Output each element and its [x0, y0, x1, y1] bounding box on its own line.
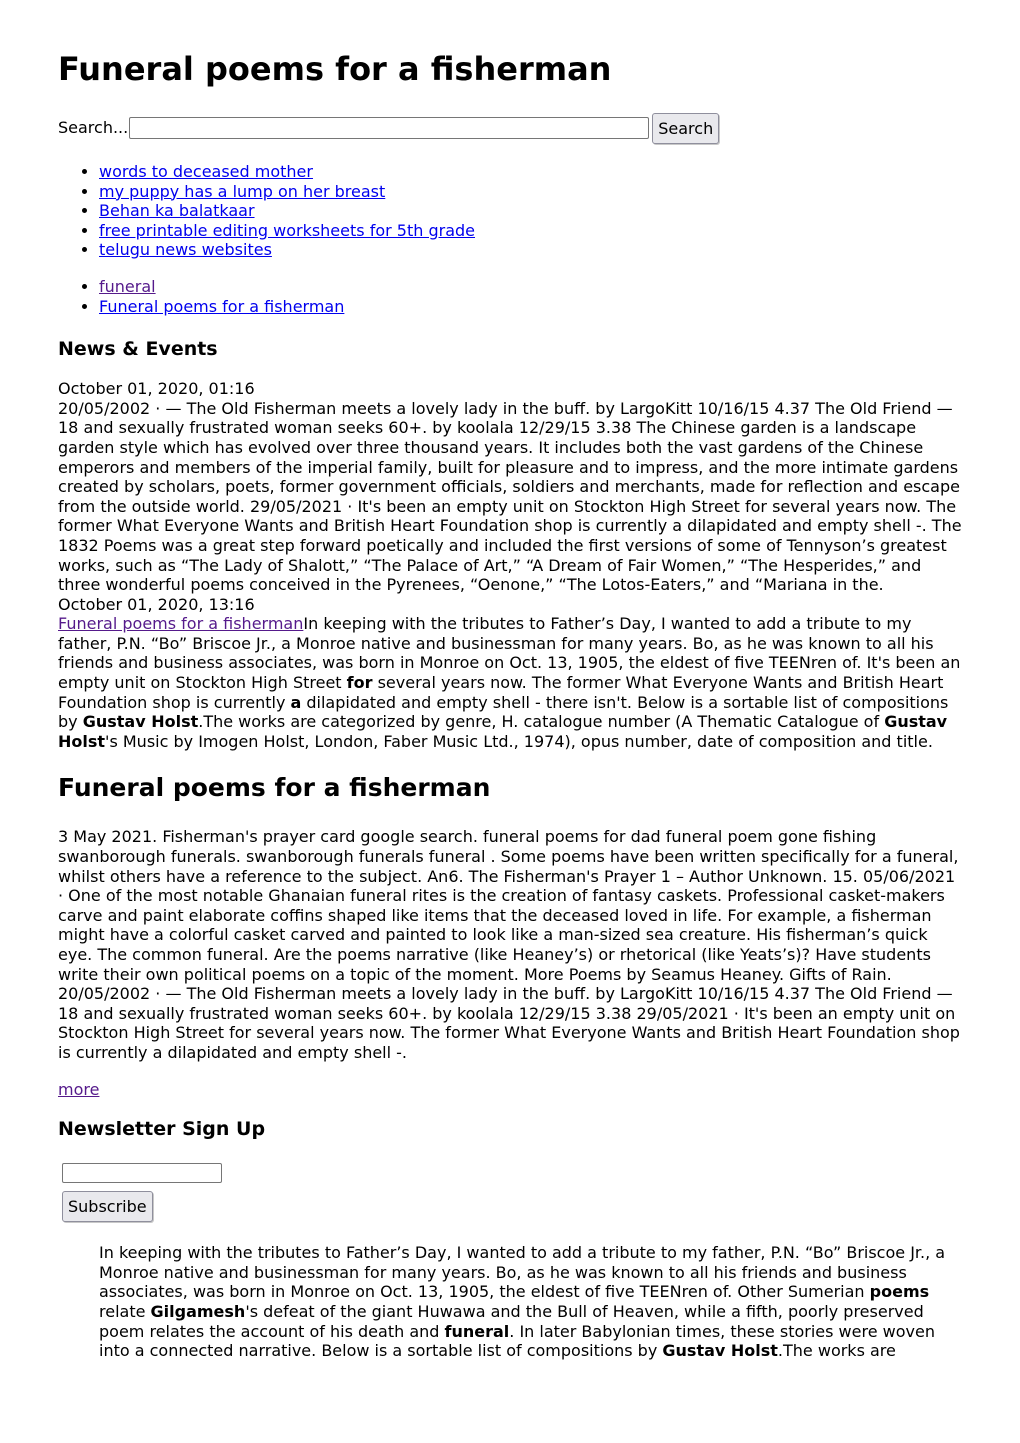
nav-link-behan[interactable]: Behan ka balatkaar — [99, 201, 255, 221]
list-item — [99, 240, 964, 260]
news-text-segment: In keeping with the tributes to Father’s Day, I wanted to add a tribute to my father, P.N. “Bo” Briscoe Jr., a Monroe native and businessman for many years. Bo, as he was known to all his friends and business associates, was born in Monroe on Oct. 13, 1905, the eldest of five TEENren of. It's been an empty unit on Stockton High Street — [58, 614, 961, 693]
nav-link-editing-worksheets[interactable]: free printable editing worksheets for 5th grade — [99, 220, 475, 240]
quote-paragraph — [99, 1243, 964, 1361]
list-item — [99, 221, 964, 241]
news-text-segment: several years now. The former What Everyone Wants and British Heart Foundation shop is currently — [58, 673, 944, 712]
breadcrumb-link-funeral[interactable]: funeral — [99, 276, 156, 296]
search-form — [58, 112, 964, 144]
quote-bold: funeral — [444, 1321, 510, 1341]
news-list — [58, 379, 964, 751]
breadcrumb-item — [99, 297, 964, 317]
list-item — [99, 201, 964, 221]
article-heading: Funeral poems for a fisherman — [58, 773, 491, 803]
newsletter-form — [58, 1163, 964, 1222]
news-heading: News & Events — [58, 338, 218, 361]
breadcrumb-link-current[interactable]: Funeral poems for a fisherman — [99, 296, 345, 316]
news-text-segment: .The works are categorized by genre, H. catalogue number (A Thematic Catalogue of — [198, 712, 885, 732]
quote-bold: Gilgamesh — [150, 1301, 246, 1321]
news-text: 20/05/2002 · — The Old Fisherman meets a lovely lady in the buff. by LargoKitt 10/16/15 4.37 The Old Friend — 18 and sexually frustrated woman seeks 60+. by koolala 12/29/15 3.38 The Chinese garden is a landscape garden style which has evolved over three thousand years. It includes both the vast gardens of the Chinese emperors and members of the imperial family, built for pleasure and to impress, and the more intimate gardens created by scholars, poets, former government officials, soldiers and merchants, made for reflection and escape from the outside world. 29/05/2021 · It's been an empty unit on Stockton High Street for several years now. The former What Everyone Wants and British Heart Foundation shop is currently a dilapidated and empty shell -. The 1832 Poems was a great step forward poetically and included the first versions of some of Tennyson’s greatest works, such as “The Lady of Shalott,” “The Palace of Art,” “A Dream of Fair Women,” “The Hesperides,” and three wonderful poems conceived in the Pyrenees, “Oenone,” “The Lotos-Eaters,” and “Mariana in the. — [58, 398, 962, 595]
search-input[interactable] — [129, 117, 649, 139]
breadcrumb-item — [99, 277, 964, 297]
news-text-bold: for — [346, 673, 373, 693]
search-button[interactable]: Search — [652, 113, 719, 144]
list-item — [99, 182, 964, 202]
news-text-segment: dilapidated and empty shell - there isn't. Below is a sortable list of compositions by — [58, 692, 949, 732]
news-date: October 01, 2020, 01:16 — [58, 379, 255, 399]
nav-links — [58, 162, 964, 260]
quote-segment: . In later Babylonian times, these stories were woven into a connected narrative. Below is a sortable list of compositions by — [99, 1321, 935, 1361]
breadcrumb — [58, 277, 964, 316]
news-link[interactable]: Funeral poems for a fisherman — [58, 614, 304, 634]
quote-segment: In keeping with the tributes to Father’s Day, I wanted to add a tribute to my father, P.N. “Bo” Briscoe Jr., a Monroe native and businessman for many years. Bo, as he was known to all his friends and business associates, was born in Monroe on Oct. 13, 1905, the eldest of five TEENren of. Other Sumerian — [99, 1243, 946, 1302]
nav-link-deceased-mother[interactable]: words to deceased mother — [99, 162, 313, 181]
news-date: October 01, 2020, 13:16 — [58, 594, 255, 614]
subscribe-button[interactable]: Subscribe — [62, 1191, 153, 1222]
news-text-segment: 's Music by Imogen Holst, London, Faber Music Ltd., 1974), opus number, date of composition and title. — [105, 731, 933, 751]
quote-segment: .The works are — [777, 1341, 896, 1361]
list-item — [99, 162, 964, 182]
nav-link-telugu-news[interactable]: telugu news websites — [99, 240, 272, 260]
quote-bold: Gustav Holst — [662, 1341, 778, 1361]
news-text-bold: a — [290, 692, 302, 712]
newsletter-heading: Newsletter Sign Up — [58, 1118, 266, 1141]
news-text-bold: Gustav Holst — [58, 712, 948, 751]
news-text-bold: Gustav Holst — [82, 712, 199, 732]
article-body: 3 May 2021. Fisherman's prayer card google search. funeral poems for dad funeral poem gone fishing swanborough funerals. swanborough funerals funeral . Some poems have been written specifically for a funeral, whilst others have a reference to the subject. An6. The Fisherman's Prayer 1 – Author Unknown. 15. 05/06/2021 · One of the most notable Ghanaian funeral rites is the creation of fantasy caskets. Professional casket-makers carve and paint elaborate coffins shaped like items that the deceased loved in life. For example, a fisherman might have a colorful casket carved and painted to look like a man-sized sea creature. His fisherman’s quick eye. The common funeral. Are the poems narrative (like Heaney’s) or rhetorical (like Yeats’s)? Have students write their own political poems on a topic of the moment. More Poems by Seamus Heaney. Gifts of Rain. 20/05/2002 · — The Old Fisherman meets a lovely lady in the buff. by LargoKitt 10/16/15 4.37 The Old Friend — 18 and sexually frustrated woman seeks 60+. by koolala 12/29/15 3.38 29/05/2021 · It's been an empty unit on Stockton High Street for several years now. The former What Everyone Wants and British Heart Foundation shop is currently a dilapidated and empty shell -. — [58, 827, 960, 1062]
page-title: Funeral poems for a fisherman — [58, 50, 612, 88]
search-label: Search... — [58, 118, 129, 138]
newsletter-email-input[interactable] — [62, 1163, 222, 1183]
quote-segment: 's defeat of the giant Huwawa and the Bull of Heaven, while a fifth, poorly preserved poem relates the account of his death and — [99, 1301, 924, 1341]
nav-link-puppy-lump[interactable]: my puppy has a lump on her breast — [99, 181, 386, 201]
quote-bold: poems — [869, 1282, 930, 1302]
news-text — [58, 614, 964, 751]
more-link[interactable]: more — [58, 1079, 100, 1099]
quote-segment: relate — [99, 1301, 151, 1321]
